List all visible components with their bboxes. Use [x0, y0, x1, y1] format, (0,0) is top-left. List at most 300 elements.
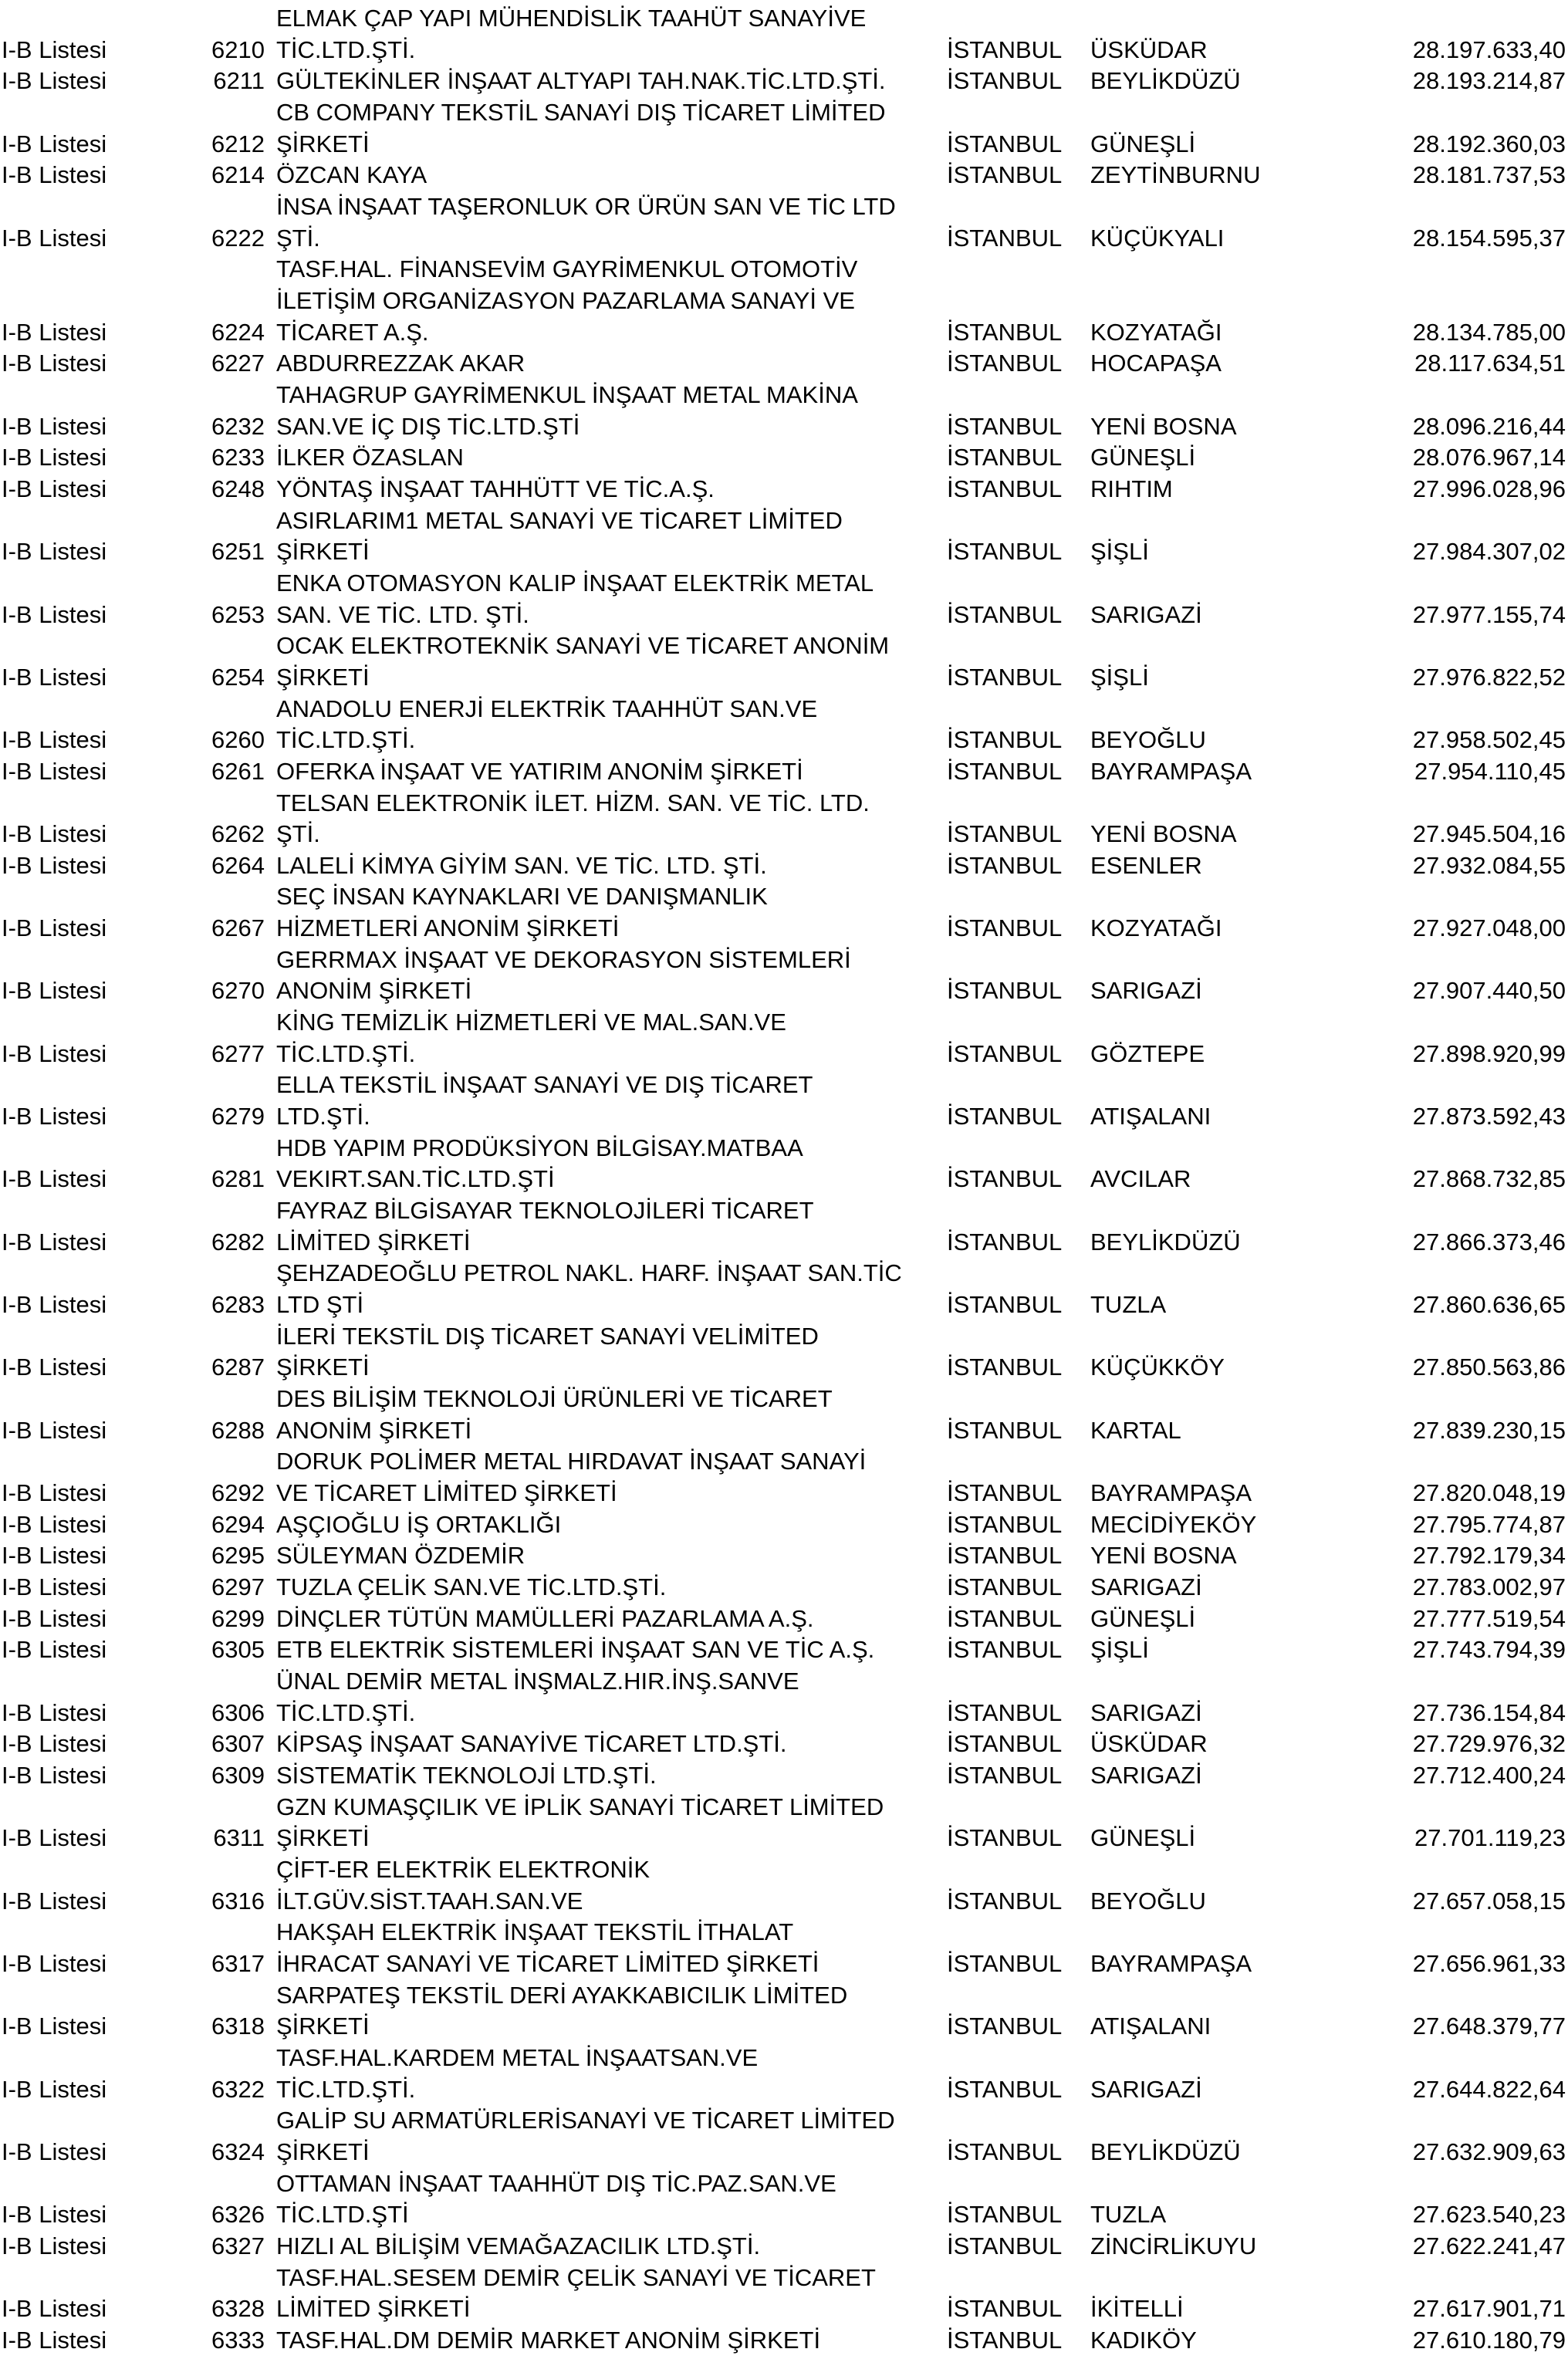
amount-cell: 27.795.774,87	[1412, 1510, 1566, 1538]
amount-cell: 27.945.504,16	[1412, 820, 1566, 848]
district-cell: RIHTIM	[1090, 475, 1173, 502]
amount-cell: 27.610.180,79	[1412, 2326, 1566, 2354]
amount-cell: 27.783.002,97	[1412, 1573, 1566, 1600]
district-cell: MECİDİYEKÖY	[1090, 1510, 1257, 1538]
city-cell: İSTANBUL	[947, 1604, 1063, 1632]
list-name-cell: I-B Listesi	[2, 2232, 107, 2259]
list-name-cell: I-B Listesi	[2, 1103, 107, 1130]
table-row	[0, 1823, 1568, 1854]
city-cell: İSTANBUL	[947, 1165, 1063, 1193]
record-number-cell: 6260	[211, 726, 265, 754]
company-name-cell: ŞİRKETİ	[276, 2013, 370, 2040]
list-name-cell: I-B Listesi	[2, 444, 107, 471]
amount-cell: 27.958.502,45	[1412, 726, 1566, 754]
list-name-cell: I-B Listesi	[2, 2201, 107, 2229]
company-name-cell: İLERİ TEKSTİL DIŞ TİCARET SANAYİ VELİMİTED	[276, 1322, 819, 1350]
list-name-cell: I-B Listesi	[2, 2138, 107, 2165]
district-cell: KADIKÖY	[1090, 2326, 1197, 2354]
list-name-cell: I-B Listesi	[2, 161, 107, 189]
record-number-cell: 6222	[211, 224, 265, 252]
city-cell: İSTANBUL	[947, 914, 1063, 942]
list-name-cell: I-B Listesi	[2, 1730, 107, 1758]
table-row	[0, 913, 1568, 945]
amount-cell: 27.976.822,52	[1412, 663, 1566, 691]
list-name-cell: I-B Listesi	[2, 1291, 107, 1319]
record-number-cell: 6299	[211, 1604, 265, 1632]
table-row	[0, 1698, 1568, 1729]
company-name-cell: TASF.HAL.KARDEM METAL İNŞAATSAN.VE	[276, 2043, 759, 2071]
table-row	[0, 1478, 1568, 1509]
amount-cell: 27.996.028,96	[1412, 475, 1566, 502]
company-name-cell: TUZLA ÇELİK SAN.VE TİC.LTD.ŞTİ.	[276, 1573, 667, 1600]
district-cell: İKİTELLİ	[1090, 2295, 1184, 2323]
company-name-cell: SARPATEŞ TEKSTİL DERİ AYAKKABICILIK LİMİTED	[276, 1981, 848, 2009]
table-row	[0, 2231, 1568, 2263]
record-number-cell: 6251	[211, 538, 265, 566]
company-name-cell: DES BİLİŞİM TEKNOLOJİ ÜRÜNLERİ VE TİCARET	[276, 1385, 833, 1413]
company-name-cell: GZN KUMAŞÇILIK VE İPLİK SANAYİ TİCARET LİMİTED	[276, 1793, 884, 1820]
company-name-cell: TİCARET A.Ş.	[276, 318, 429, 346]
district-cell: GÜNEŞLİ	[1090, 444, 1196, 471]
amount-cell: 27.736.154,84	[1412, 1698, 1566, 1726]
record-number-cell: 6212	[211, 130, 265, 157]
table-row-name-continuation	[0, 1446, 1568, 1478]
city-cell: İSTANBUL	[947, 757, 1063, 785]
city-cell: İSTANBUL	[947, 444, 1063, 471]
record-number-cell: 6279	[211, 1103, 265, 1130]
company-name-cell: KİPSAŞ İNŞAAT SANAYİVE TİCARET LTD.ŞTİ.	[276, 1730, 787, 1758]
city-cell: İSTANBUL	[947, 1354, 1063, 1381]
list-name-cell: I-B Listesi	[2, 2013, 107, 2040]
city-cell: İSTANBUL	[947, 35, 1063, 63]
amount-cell: 27.868.732,85	[1412, 1165, 1566, 1193]
amount-cell: 27.729.976,32	[1412, 1730, 1566, 1758]
table-row-name-continuation	[0, 3, 1568, 35]
district-cell: YENİ BOSNA	[1090, 1542, 1237, 1570]
district-cell: ŞİŞLİ	[1090, 538, 1149, 566]
company-name-cell: LTD ŞTİ	[276, 1291, 364, 1319]
city-cell: İSTANBUL	[947, 412, 1063, 440]
record-number-cell: 6270	[211, 977, 265, 1005]
table-row-name-continuation	[0, 2105, 1568, 2137]
list-name-cell: I-B Listesi	[2, 1354, 107, 1381]
table-row	[0, 1540, 1568, 1572]
table-row	[0, 160, 1568, 191]
table-row	[0, 1509, 1568, 1541]
record-number-cell: 6292	[211, 1479, 265, 1507]
table-row	[0, 474, 1568, 505]
table-row-name-continuation	[0, 1195, 1568, 1227]
company-name-cell: TELSAN ELEKTRONİK İLET. HİZM. SAN. VE TİC. LTD.	[276, 789, 870, 816]
company-name-cell: ŞTİ.	[276, 224, 320, 252]
company-name-cell: AŞÇIOĞLU İŞ ORTAKLIĞI	[276, 1510, 562, 1538]
amount-cell: 27.850.563,86	[1412, 1354, 1566, 1381]
table-row	[0, 2074, 1568, 2106]
company-name-cell: OFERKA İNŞAAT VE YATIRIM ANONİM ŞİRKETİ	[276, 757, 803, 785]
amount-cell: 28.076.967,14	[1412, 444, 1566, 471]
list-name-cell: I-B Listesi	[2, 2326, 107, 2354]
amount-cell: 27.984.307,02	[1412, 538, 1566, 566]
table-row	[0, 129, 1568, 161]
company-name-cell: YÖNTAŞ İNŞAAT TAHHÜTT VE TİC.A.Ş.	[276, 475, 715, 502]
list-name-cell: I-B Listesi	[2, 1416, 107, 1444]
amount-cell: 27.820.048,19	[1412, 1479, 1566, 1507]
district-cell: KÜÇÜKYALI	[1090, 224, 1225, 252]
company-name-cell: ELMAK ÇAP YAPI MÜHENDİSLİK TAAHÜT SANAYİVE	[276, 5, 867, 32]
table-row	[0, 2325, 1568, 2357]
city-cell: İSTANBUL	[947, 1291, 1063, 1319]
table-row-name-continuation	[0, 1258, 1568, 1289]
list-name-cell: I-B Listesi	[2, 130, 107, 157]
amount-cell: 28.154.595,37	[1412, 224, 1566, 252]
table-row-name-continuation	[0, 2043, 1568, 2074]
record-number-cell: 6328	[211, 2295, 265, 2323]
table-row	[0, 1604, 1568, 1635]
record-number-cell: 6261	[211, 757, 265, 785]
city-cell: İSTANBUL	[947, 224, 1063, 252]
company-name-cell: SAN. VE TİC. LTD. ŞTİ.	[276, 600, 529, 628]
company-name-cell: TİC.LTD.ŞTİ.	[276, 726, 416, 754]
record-number-cell: 6210	[211, 35, 265, 63]
district-cell: HOCAPAŞA	[1090, 350, 1222, 377]
company-name-cell: ANONİM ŞİRKETİ	[276, 977, 472, 1005]
record-number-cell: 6311	[213, 1824, 265, 1852]
district-cell: BAYRAMPAŞA	[1090, 1949, 1252, 1977]
record-number-cell: 6262	[211, 820, 265, 848]
company-name-cell: LİMİTED ŞİRKETİ	[276, 2295, 471, 2323]
amount-cell: 27.873.592,43	[1412, 1103, 1566, 1130]
table-row	[0, 662, 1568, 694]
record-number-cell: 6306	[211, 1698, 265, 1726]
amount-cell: 27.656.961,33	[1412, 1949, 1566, 1977]
list-name-cell: I-B Listesi	[2, 538, 107, 566]
company-name-cell: LİMİTED ŞİRKETİ	[276, 1228, 471, 1256]
record-number-cell: 6297	[211, 1573, 265, 1600]
list-name-cell: I-B Listesi	[2, 67, 107, 95]
list-name-cell: I-B Listesi	[2, 757, 107, 785]
record-number-cell: 6294	[211, 1510, 265, 1538]
table-row	[0, 348, 1568, 380]
amount-cell: 27.623.540,23	[1412, 2201, 1566, 2229]
amount-cell: 28.192.360,03	[1412, 130, 1566, 157]
list-name-cell: I-B Listesi	[2, 35, 107, 63]
table-row	[0, 66, 1568, 97]
record-number-cell: 6333	[211, 2326, 265, 2354]
company-name-cell: TASF.HAL. FİNANSEVİM GAYRİMENKUL OTOMOTİV	[276, 255, 858, 283]
record-number-cell: 6233	[211, 444, 265, 471]
city-cell: İSTANBUL	[947, 1416, 1063, 1444]
district-cell: BEYLİKDÜZÜ	[1090, 1228, 1241, 1256]
table-row-name-continuation	[0, 630, 1568, 662]
list-name-cell: I-B Listesi	[2, 1573, 107, 1600]
list-name-cell: I-B Listesi	[2, 475, 107, 502]
city-cell: İSTANBUL	[947, 475, 1063, 502]
district-cell: GÜNEŞLİ	[1090, 1824, 1196, 1852]
record-number-cell: 6318	[211, 2013, 265, 2040]
city-cell: İSTANBUL	[947, 726, 1063, 754]
company-name-cell: GERRMAX İNŞAAT VE DEKORASYON SİSTEMLERİ	[276, 945, 851, 973]
table-row	[0, 1289, 1568, 1321]
table-row	[0, 1415, 1568, 1447]
table-row-name-continuation	[0, 1792, 1568, 1823]
district-cell: SARIGAZİ	[1090, 2075, 1202, 2103]
company-name-cell: ŞİRKETİ	[276, 130, 370, 157]
district-cell: YENİ BOSNA	[1090, 412, 1237, 440]
company-name-cell: DİNÇLER TÜTÜN MAMÜLLERİ PAZARLAMA A.Ş.	[276, 1604, 814, 1632]
company-name-cell: ASIRLARIM1 METAL SANAYİ VE TİCARET LİMİTED	[276, 506, 843, 534]
company-name-cell: SEÇ İNSAN KAYNAKLARI VE DANIŞMANLIK	[276, 883, 768, 911]
city-cell: İSTANBUL	[947, 2075, 1063, 2103]
amount-cell: 27.866.373,46	[1412, 1228, 1566, 1256]
city-cell: İSTANBUL	[947, 130, 1063, 157]
record-number-cell: 6327	[211, 2232, 265, 2259]
amount-cell: 28.181.737,53	[1412, 161, 1566, 189]
table-row	[0, 725, 1568, 756]
list-name-cell: I-B Listesi	[2, 1636, 107, 1664]
table-row-name-continuation	[0, 2168, 1568, 2200]
amount-cell: 27.622.241,47	[1412, 2232, 1566, 2259]
list-name-cell: I-B Listesi	[2, 977, 107, 1005]
record-number-cell: 6224	[211, 318, 265, 346]
district-cell: KÜÇÜKKÖY	[1090, 1354, 1225, 1381]
table-row	[0, 536, 1568, 568]
amount-cell: 27.712.400,24	[1412, 1761, 1566, 1789]
table-row-name-continuation	[0, 380, 1568, 411]
company-name-cell: ŞEHZADEOĞLU PETROL NAKL. HARF. İNŞAAT SAN.TİC	[276, 1259, 902, 1287]
table-row	[0, 411, 1568, 443]
company-name-cell: TİC.LTD.ŞTİ.	[276, 2075, 416, 2103]
amount-cell: 27.954.110,45	[1414, 757, 1566, 785]
amount-cell: 27.777.519,54	[1412, 1604, 1566, 1632]
company-name-cell: ENKA OTOMASYON KALIP İNŞAAT ELEKTRİK METAL	[276, 569, 874, 597]
company-name-cell: CB COMPANY TEKSTİL SANAYİ DIŞ TİCARET LİMİTED	[276, 98, 886, 126]
table-row-name-continuation	[0, 945, 1568, 976]
list-name-cell: I-B Listesi	[2, 1479, 107, 1507]
table-row	[0, 975, 1568, 1007]
district-cell: SARIGAZİ	[1090, 1761, 1202, 1789]
company-name-cell: ÜNAL DEMİR METAL İNŞMALZ.HIR.İNŞ.SANVE	[276, 1667, 799, 1695]
list-name-cell: I-B Listesi	[2, 914, 107, 942]
company-name-cell: ŞİRKETİ	[276, 538, 370, 566]
company-name-cell: HIZLI AL BİLİŞİM VEMAĞAZACILIK LTD.ŞTİ.	[276, 2232, 761, 2259]
table-row	[0, 1227, 1568, 1259]
list-name-cell: I-B Listesi	[2, 1949, 107, 1977]
table-row	[0, 317, 1568, 349]
amount-cell: 27.898.920,99	[1412, 1039, 1566, 1067]
record-number-cell: 6281	[211, 1165, 265, 1193]
list-name-cell: I-B Listesi	[2, 726, 107, 754]
table-row-name-continuation	[0, 1133, 1568, 1164]
company-name-cell: DORUK POLİMER METAL HIRDAVAT İNŞAAT SANAYİ	[276, 1448, 867, 1475]
district-cell: KOZYATAĞI	[1090, 318, 1222, 346]
amount-cell: 28.117.634,51	[1414, 350, 1566, 377]
list-name-cell: I-B Listesi	[2, 1228, 107, 1256]
amount-cell: 27.839.230,15	[1412, 1416, 1566, 1444]
company-name-cell: FAYRAZ BİLGİSAYAR TEKNOLOJİLERİ TİCARET	[276, 1197, 814, 1225]
table-row-name-continuation	[0, 97, 1568, 129]
table-row-name-continuation	[0, 1666, 1568, 1698]
table-row-name-continuation	[0, 505, 1568, 537]
list-name-cell: I-B Listesi	[2, 1761, 107, 1789]
record-number-cell: 6317	[211, 1949, 265, 1977]
table-row	[0, 819, 1568, 850]
table-row-name-continuation	[0, 1321, 1568, 1353]
table-row-name-continuation	[0, 1007, 1568, 1039]
table-row	[0, 850, 1568, 882]
company-name-cell: OTTAMAN İNŞAAT TAAHHÜT DIŞ TİC.PAZ.SAN.VE	[276, 2169, 836, 2197]
list-name-cell: I-B Listesi	[2, 1165, 107, 1193]
record-number-cell: 6282	[211, 1228, 265, 1256]
city-cell: İSTANBUL	[947, 67, 1063, 95]
company-name-cell: OCAK ELEKTROTEKNİK SANAYİ VE TİCARET ANONİM	[276, 632, 890, 660]
table-row	[0, 35, 1568, 66]
company-name-cell: TİC.LTD.ŞTİ.	[276, 1698, 416, 1726]
list-name-cell: I-B Listesi	[2, 663, 107, 691]
district-cell: SARIGAZİ	[1090, 1698, 1202, 1726]
record-number-cell: 6326	[211, 2201, 265, 2229]
company-name-cell: TAHAGRUP GAYRİMENKUL İNŞAAT METAL MAKİNA	[276, 380, 858, 408]
amount-cell: 27.792.179,34	[1412, 1542, 1566, 1570]
amount-cell: 27.617.901,71	[1412, 2295, 1566, 2323]
table-row	[0, 1164, 1568, 1195]
city-cell: İSTANBUL	[947, 663, 1063, 691]
company-name-cell: TİC.LTD.ŞTİ.	[276, 35, 416, 63]
company-name-cell: LALELİ KİMYA GİYİM SAN. VE TİC. LTD. ŞTİ.	[276, 851, 767, 879]
table-row	[0, 1352, 1568, 1384]
company-name-cell: ÇİFT-ER ELEKTRİK ELEKTRONİK	[276, 1855, 651, 1883]
city-cell: İSTANBUL	[947, 538, 1063, 566]
company-name-cell: ŞİRKETİ	[276, 1824, 370, 1852]
record-number-cell: 6295	[211, 1542, 265, 1570]
table-row-name-continuation	[0, 568, 1568, 600]
record-number-cell: 6214	[211, 161, 265, 189]
amount-cell: 27.977.155,74	[1412, 600, 1566, 628]
table-row-name-continuation	[0, 254, 1568, 286]
record-number-cell: 6253	[211, 600, 265, 628]
company-name-cell: VEKIRT.SAN.TİC.LTD.ŞTİ	[276, 1165, 555, 1193]
table-row-name-continuation	[0, 1070, 1568, 1101]
list-name-cell: I-B Listesi	[2, 1887, 107, 1915]
list-name-cell: I-B Listesi	[2, 1510, 107, 1538]
table-row-name-continuation	[0, 788, 1568, 820]
company-name-cell: İLETİŞİM ORGANİZASYON PAZARLAMA SANAYİ VE	[276, 286, 855, 314]
table-row	[0, 1729, 1568, 1760]
company-name-cell: ANONİM ŞİRKETİ	[276, 1416, 472, 1444]
list-name-cell: I-B Listesi	[2, 350, 107, 377]
record-number-cell: 6324	[211, 2138, 265, 2165]
list-name-cell: I-B Listesi	[2, 224, 107, 252]
city-cell: İSTANBUL	[947, 1698, 1063, 1726]
company-name-cell: ŞİRKETİ	[276, 2138, 370, 2165]
table-row	[0, 1948, 1568, 1980]
city-cell: İSTANBUL	[947, 2013, 1063, 2040]
city-cell: İSTANBUL	[947, 1573, 1063, 1600]
district-cell: ZEYTİNBURNU	[1090, 161, 1261, 189]
list-name-cell: I-B Listesi	[2, 318, 107, 346]
district-cell: SARIGAZİ	[1090, 600, 1202, 628]
district-cell: YENİ BOSNA	[1090, 820, 1237, 848]
district-cell: ÜSKÜDAR	[1090, 35, 1208, 63]
company-name-cell: ELLA TEKSTİL İNŞAAT SANAYİ VE DIŞ TİCARET	[276, 1071, 813, 1099]
company-name-cell: HAKŞAH ELEKTRİK İNŞAAT TEKSTİL İTHALAT	[276, 1918, 794, 1946]
company-name-cell: KİNG TEMİZLİK HİZMETLERİ VE MAL.SAN.VE	[276, 1009, 786, 1036]
district-cell: AVCILAR	[1090, 1165, 1191, 1193]
city-cell: İSTANBUL	[947, 2295, 1063, 2323]
district-cell: BEYLİKDÜZÜ	[1090, 2138, 1241, 2165]
list-name-cell: I-B Listesi	[2, 820, 107, 848]
district-cell: KOZYATAĞI	[1090, 914, 1222, 942]
city-cell: İSTANBUL	[947, 977, 1063, 1005]
record-number-cell: 6277	[211, 1039, 265, 1067]
company-name-cell: İHRACAT SANAYİ VE TİCARET LİMİTED ŞİRKETİ	[276, 1949, 819, 1977]
company-name-cell: LTD.ŞTİ.	[276, 1103, 370, 1130]
list-name-cell: I-B Listesi	[2, 412, 107, 440]
record-number-cell: 6227	[211, 350, 265, 377]
city-cell: İSTANBUL	[947, 1636, 1063, 1664]
district-cell: SARIGAZİ	[1090, 1573, 1202, 1600]
table-row-name-continuation	[0, 286, 1568, 317]
company-name-cell: İLT.GÜV.SİST.TAAH.SAN.VE	[276, 1887, 583, 1915]
city-cell: İSTANBUL	[947, 161, 1063, 189]
table-row	[0, 442, 1568, 474]
list-name-cell: I-B Listesi	[2, 1824, 107, 1852]
list-name-cell: I-B Listesi	[2, 2295, 107, 2323]
city-cell: İSTANBUL	[947, 318, 1063, 346]
amount-cell: 27.632.909,63	[1412, 2138, 1566, 2165]
district-cell: BEYLİKDÜZÜ	[1090, 67, 1241, 95]
record-number-cell: 6316	[211, 1887, 265, 1915]
table-row	[0, 756, 1568, 788]
district-cell: GÖZTEPE	[1090, 1039, 1205, 1067]
amount-cell: 27.927.048,00	[1412, 914, 1566, 942]
amount-cell: 27.860.636,65	[1412, 1291, 1566, 1319]
district-cell: ESENLER	[1090, 851, 1202, 879]
table-row	[0, 2293, 1568, 2325]
company-name-cell: TASF.HAL.SESEM DEMİR ÇELİK SANAYİ VE TİCARET	[276, 2263, 876, 2291]
record-number-cell: 6287	[211, 1354, 265, 1381]
record-number-cell: 6283	[211, 1291, 265, 1319]
company-name-cell: TASF.HAL.DM DEMİR MARKET ANONİM ŞİRKETİ	[276, 2326, 821, 2354]
table-row	[0, 1572, 1568, 1604]
city-cell: İSTANBUL	[947, 1103, 1063, 1130]
table-row-name-continuation	[0, 2263, 1568, 2294]
district-cell: TUZLA	[1090, 2201, 1167, 2229]
table-row	[0, 1101, 1568, 1133]
amount-cell: 27.701.119,23	[1414, 1824, 1566, 1852]
table-row-name-continuation	[0, 694, 1568, 725]
district-cell: KARTAL	[1090, 1416, 1181, 1444]
company-name-cell: GÜLTEKİNLER İNŞAAT ALTYAPI TAH.NAK.TİC.LTD.ŞTİ.	[276, 67, 886, 95]
district-cell: BEYOĞLU	[1090, 726, 1206, 754]
table-row-name-continuation	[0, 191, 1568, 223]
record-number-cell: 6254	[211, 663, 265, 691]
city-cell: İSTANBUL	[947, 1479, 1063, 1507]
company-name-cell: İNSA İNŞAAT TAŞERONLUK OR ÜRÜN SAN VE TİC LTD	[276, 192, 896, 220]
amount-cell: 28.134.785,00	[1412, 318, 1566, 346]
city-cell: İSTANBUL	[947, 2201, 1063, 2229]
amount-cell: 27.932.084,55	[1412, 851, 1566, 879]
list-name-cell: I-B Listesi	[2, 851, 107, 879]
table-row	[0, 2199, 1568, 2231]
district-cell: BAYRAMPAŞA	[1090, 1479, 1252, 1507]
list-name-cell: I-B Listesi	[2, 1698, 107, 1726]
record-number-cell: 6211	[213, 67, 265, 95]
list-name-cell: I-B Listesi	[2, 600, 107, 628]
company-name-cell: SAN.VE İÇ DIŞ TİC.LTD.ŞTİ	[276, 412, 580, 440]
amount-cell: 28.197.633,40	[1412, 35, 1566, 63]
city-cell: İSTANBUL	[947, 851, 1063, 879]
table-row	[0, 1039, 1568, 1070]
